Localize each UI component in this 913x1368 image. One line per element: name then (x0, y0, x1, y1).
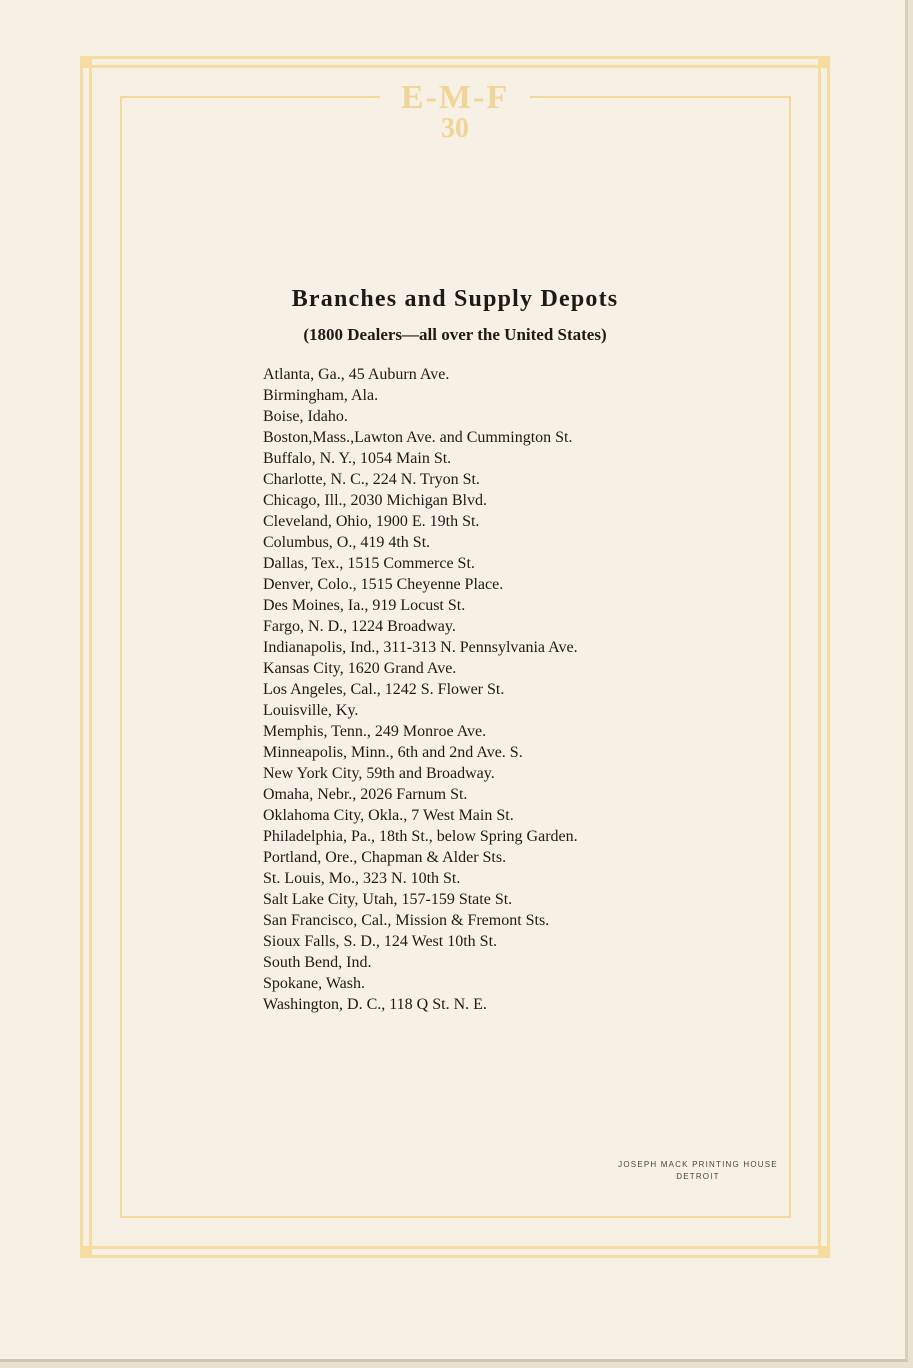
frame-corner (80, 56, 92, 68)
branch-list-item: Atlanta, Ga., 45 Auburn Ave. (263, 366, 450, 383)
branch-list-item: Des Moines, Ia., 919 Locust St. (263, 597, 466, 614)
frame-corner (818, 1246, 830, 1258)
printer-imprint (600, 1159, 796, 1183)
branch-list-item: Dallas, Tex., 1515 Commerce St. (263, 555, 475, 572)
branch-list-item: Sioux Falls, S. D., 124 West 10th St. (263, 933, 498, 950)
emf-logo-emblem (380, 80, 530, 142)
branch-list-item: St. Louis, Mo., 323 N. 10th St. (263, 870, 461, 887)
branch-list (263, 364, 578, 1015)
logo-number: 30 (441, 113, 469, 144)
branch-list-item: Washington, D. C., 118 Q St. N. E. (263, 996, 487, 1013)
frame-bottom-border (80, 1246, 830, 1258)
branch-list-item: Salt Lake City, Utah, 157-159 State St. (263, 891, 513, 908)
branch-list-item: Birmingham, Ala. (263, 387, 379, 404)
page-title: Branches and Supply Depots (291, 286, 619, 312)
branch-list-item: Cleveland, Ohio, 1900 E. 19th St. (263, 513, 480, 530)
branch-list-item: Fargo, N. D., 1224 Broadway. (263, 618, 456, 635)
printer-name: JOSEPH MACK PRINTING HOUSE (618, 1160, 778, 1169)
branch-list-item: Los Angeles, Cal., 1242 S. Flower St. (263, 681, 505, 698)
branch-list-item: Charlotte, N. C., 224 N. Tryon St. (263, 471, 480, 488)
branch-list-item: Omaha, Nebr., 2026 Farnum St. (263, 786, 468, 803)
frame-corner (818, 56, 830, 68)
frame-right-border (818, 56, 830, 1258)
page-subtitle: (1800 Dealers—all over the United States) (303, 325, 607, 344)
branch-list-item: Memphis, Tenn., 249 Monroe Ave. (263, 723, 487, 740)
branch-list-item: Boise, Idaho. (263, 408, 348, 425)
branch-list-item: South Bend, Ind. (263, 954, 372, 971)
branch-list-item: Chicago, Ill., 2030 Michigan Blvd. (263, 492, 487, 509)
branch-list-item: San Francisco, Cal., Mission & Fremont Sts. (263, 912, 550, 929)
branch-list-item: Louisville, Ky. (263, 702, 359, 719)
branch-list-item: Spokane, Wash. (263, 975, 365, 992)
frame-corner (80, 1246, 92, 1258)
branch-list-item: Buffalo, N. Y., 1054 Main St. (263, 450, 452, 467)
logo-text: E-M-F (400, 79, 510, 116)
branch-list-item: Indianapolis, Ind., 311-313 N. Pennsylvania Ave. (263, 639, 578, 656)
branch-list-item: New York City, 59th and Broadway. (263, 765, 495, 782)
frame-top-border (80, 56, 830, 68)
branch-list-item: Kansas City, 1620 Grand Ave. (263, 660, 457, 677)
printer-city: DETROIT (676, 1172, 720, 1181)
branch-list-item: Philadelphia, Pa., 18th St., below Spring Garden. (263, 828, 578, 845)
branch-list-item: Portland, Ore., Chapman & Alder Sts. (263, 849, 507, 866)
branch-list-item: Minneapolis, Minn., 6th and 2nd Ave. S. (263, 744, 523, 761)
branch-list-item: Columbus, O., 419 4th St. (263, 534, 431, 551)
frame-left-border (80, 56, 92, 1258)
branch-list-item: Denver, Colo., 1515 Cheyenne Place. (263, 576, 504, 593)
branch-list-item: Boston,Mass.,Lawton Ave. and Cummington St. (263, 429, 573, 446)
branch-list-item: Oklahoma City, Okla., 7 West Main St. (263, 807, 514, 824)
